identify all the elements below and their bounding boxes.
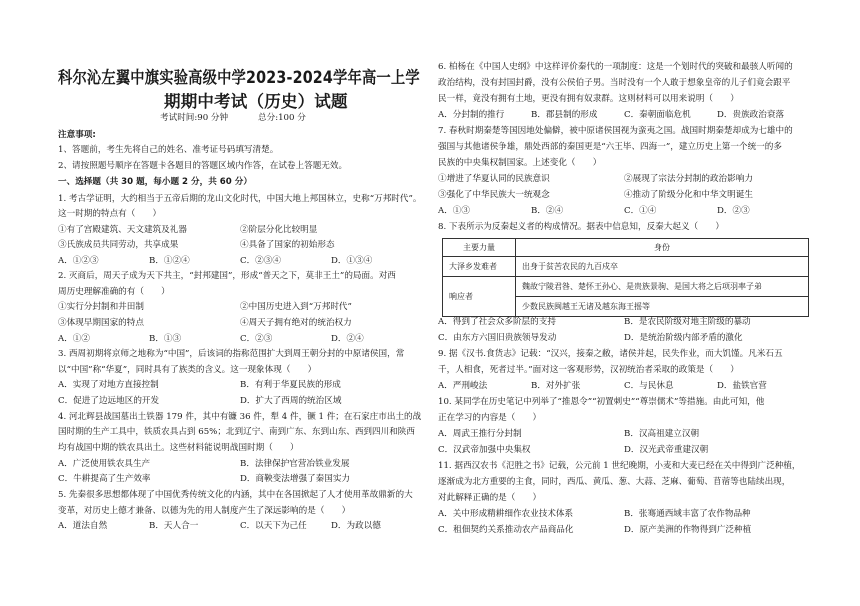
table-header-cell: 主要力量 xyxy=(443,239,516,257)
option: ④周天子拥有绝对的统治权力 xyxy=(240,318,352,328)
question-text: 政治结构，没有封国封爵，没有公侯伯子男。当时没有一个人敢于想象皇帝的儿子们竟会跟平 xyxy=(438,78,791,88)
option: B．法律保护官营冶铁业发展 xyxy=(240,459,350,469)
table-cell: 大泽乡发难者 xyxy=(443,257,516,277)
question-8: 8. 下表所示为反秦起义者的构成情况。据表中信息知，反秦大起义（ ） xyxy=(438,222,724,232)
option: C．②③④ xyxy=(240,256,281,266)
question-text: 这一时期的特点有（ ） xyxy=(58,209,162,219)
question-text: 民族的中央集权制国家。上述变化（ ） xyxy=(438,158,602,168)
question-5: 5. 先秦很多思想都体现了中国优秀传统文化的内涵，其中在各国掀起了人才使用革故鼎新的大 xyxy=(58,490,413,500)
option: B．汉高祖建立汉朝 xyxy=(624,429,700,439)
option: ②展现了宗法分封制的政治影响力 xyxy=(624,174,753,184)
table-cell: 魏故宁陵君咎、楚怀王孙心、是贵族景驹、是国大将之后项羽率子弟 xyxy=(516,277,809,297)
option: D．①③④ xyxy=(331,256,373,266)
question-4: 4. 河北辉县战国墓出土铁器 179 件，其中有镰 36 件，犁 4 件，镢 1 件；在石家庄市出土的战 xyxy=(58,412,422,422)
option: C．租佃契约关系推动农产品商品化 xyxy=(438,525,574,535)
question-9: 9. 据《汉书.食货志》记载：“汉兴，接秦之敝，诸侯并起，民失作业，而大饥馑。凡米石五 xyxy=(438,349,783,359)
table-cell: 少数民族闽越王无诸及越东海王摇等 xyxy=(516,297,809,317)
table-header-row xyxy=(443,239,809,257)
table-cell: 出身于贫苦农民的九百戍卒 xyxy=(516,257,809,277)
option: A．分封制的推行 xyxy=(438,110,505,120)
question-text: 民一样，竟没有拥有土地，更没有拥有奴隶群。这则材料可以用来说明（ ） xyxy=(438,94,739,104)
question-text: 千，人相食，死者过半。”面对这一客观形势，汉初统治者采取的政策是（ ） xyxy=(438,365,739,375)
question-text: 对此解释正确的是（ ） xyxy=(438,493,542,503)
question-6: 6. 柏杨在《中国人史纲》中这样评价秦代的一项制度：这是一个划时代的突破和最骇人听闻的 xyxy=(438,62,793,72)
option: B．对外扩张 xyxy=(531,381,581,391)
table-header-cell: 身份 xyxy=(516,239,809,257)
option: ①增进了华夏认同的民族意识 xyxy=(438,174,550,184)
question-text: 逐渐成为北方重要的主食，同时，西瓜、黄瓜、葱、大蒜、芝麻、葡萄、苜蓿等也陆续出现， xyxy=(438,477,791,487)
option: C．与民休息 xyxy=(624,381,674,391)
exam-score: 总分:100 分 xyxy=(258,113,306,123)
option: B．郡县制的形成 xyxy=(531,110,598,120)
option: A．得到了社会众多阶层的支持 xyxy=(438,317,556,327)
option: D．是统治阶级内部矛盾的激化 xyxy=(624,333,743,343)
question-2: 2. 灭商后，周天子成为天下共主，“封邦建国”，形成“普天之下，莫非王土”的局面。对西 xyxy=(58,271,396,281)
table-cell: 响应者 xyxy=(443,277,516,317)
exam-title-line1: 科尔沁左翼中旗实验高级中学2023-2024学年高一上学 xyxy=(58,68,420,87)
question-10: 10. 某同学在历史笔记中列举了“推恩令”“初置刺史”“尊崇儒术”等措施。由此可知，他 xyxy=(438,397,765,407)
option: C．由东方六国旧贵族领导发动 xyxy=(438,333,557,343)
exam-title-line2: 期期中考试（历史）试题 xyxy=(164,92,348,111)
option: B．天人合一 xyxy=(149,521,199,531)
question-text: 以“中国”称“华夏”，同时具有了族类的含义。这一现象体现（ ） xyxy=(58,365,317,375)
section-heading: 一、选择题（共 30 题，每小题 2 分，共 60 分） xyxy=(58,177,252,187)
option: C．秦朝面临危机 xyxy=(624,110,691,120)
option: D．商鞅变法增强了秦国实力 xyxy=(240,474,351,484)
option: D．原产美洲的作物得到广泛种植 xyxy=(624,525,752,535)
option: D．盐铁官营 xyxy=(717,381,767,391)
question-text: 变革，对历史上德才兼备、以德为先的用人制度产生了深远影响的是（ ） xyxy=(58,506,351,516)
table-row xyxy=(443,257,809,277)
option: D．扩大了西周的统治区域 xyxy=(240,396,342,406)
option: A．道法自然 xyxy=(58,521,108,531)
question-text: 周历史理解准确的有（ ） xyxy=(58,287,170,297)
table-rebel-composition xyxy=(442,238,809,317)
option: ②中国历史进入到“万邦时代” xyxy=(240,302,352,312)
option: D．为政以德 xyxy=(331,521,381,531)
question-11: 11. 据西汉农书《氾胜之书》记载，公元前 1 世纪晚期，小麦和大麦已经在关中得到广泛种植， xyxy=(438,461,801,471)
option: A．严刑峻法 xyxy=(438,381,488,391)
option: A．①③ xyxy=(438,206,470,216)
option: A．关中形成精耕细作农业技术体系 xyxy=(438,509,574,519)
option: ④具备了国家的初始形态 xyxy=(240,240,335,250)
table-row xyxy=(443,277,809,297)
option: B．①③ xyxy=(149,334,182,344)
question-text: 正在学习的内容是（ ） xyxy=(438,413,542,423)
option: B．是农民阶级对地主阶级的暴动 xyxy=(624,317,751,327)
exam-time: 考试时间:90 分钟 xyxy=(160,113,229,123)
option: D．汉光武帝重建汉朝 xyxy=(624,445,709,455)
option: A．实现了对地方直接控制 xyxy=(58,380,159,390)
question-1: 1. 考古学证明，大约相当于五帝后期的龙山文化时代，中国大地上邦国林立，史称“万邦时代”。 xyxy=(58,194,422,204)
option: C．以天下为己任 xyxy=(240,521,307,531)
option: ①有了宫殿建筑、天文建筑及礼器 xyxy=(58,225,187,235)
note-item: 1、答题前，考生先将自己的姓名、准考证号码填写清楚。 xyxy=(58,145,279,155)
option: D．②④ xyxy=(331,334,364,344)
option: ③强化了中华民族大一统观念 xyxy=(438,190,550,200)
question-7: 7. 春秋时期秦楚等国因地处偏僻，被中原诸侯国视为蛮夷之国。战国时期秦楚却成为七雄中的 xyxy=(438,126,793,136)
option: B．②④ xyxy=(531,206,564,216)
option: ①实行分封制和井田制 xyxy=(58,302,144,312)
option: B．①②④ xyxy=(149,256,190,266)
option: A．①②③ xyxy=(58,256,99,266)
option: ④推动了阶级分化和中华文明诞生 xyxy=(624,190,753,200)
option: D．②③ xyxy=(717,206,750,216)
option: ②阶层分化比较明显 xyxy=(240,225,318,235)
option: C．②③ xyxy=(240,334,273,344)
option: A．广泛使用铁农具生产 xyxy=(58,459,151,469)
option: D．贵族政治衰落 xyxy=(717,110,785,120)
option: C．①④ xyxy=(624,206,657,216)
option: A．①② xyxy=(58,334,90,344)
question-3: 3. 西周初期将京师之地称为“中国”，后该词的指称范围扩大到周王朝分封的中原诸侯国，常 xyxy=(58,349,405,359)
question-text: 均有战国中期的铁农具出土。这些材料能说明战国时期（ ） xyxy=(58,443,299,453)
option: B．有利于华夏民族的形成 xyxy=(240,380,341,390)
notes-heading: 注意事项: xyxy=(58,130,96,140)
option: A．周武王推行分封制 xyxy=(438,429,522,439)
note-item: 2、请按照题号顺序在答题卡各题目的答题区域内作答，在试卷上答题无效。 xyxy=(58,161,348,171)
question-text: 国时期的生产工具中，铁质农具占到 65%；北到辽宁、南到广东、东到山东、西到四川和陕西 xyxy=(58,427,415,437)
option: ③体现早期国家的特点 xyxy=(58,318,144,328)
option: B．张骞通西域丰富了农作物品种 xyxy=(624,509,751,519)
option: C．促进了边远地区的开发 xyxy=(58,396,160,406)
option: C．牛耕提高了生产效率 xyxy=(58,474,151,484)
option: ③氏族成员共同劳动，共享成果 xyxy=(58,240,179,250)
question-text: 强国与其他诸侯争雄，鼎处西部的秦国更是“六王毕、四海一”，建立历史上第一个统一的多 xyxy=(438,142,782,152)
option: C．汉武帝加强中央集权 xyxy=(438,445,531,455)
